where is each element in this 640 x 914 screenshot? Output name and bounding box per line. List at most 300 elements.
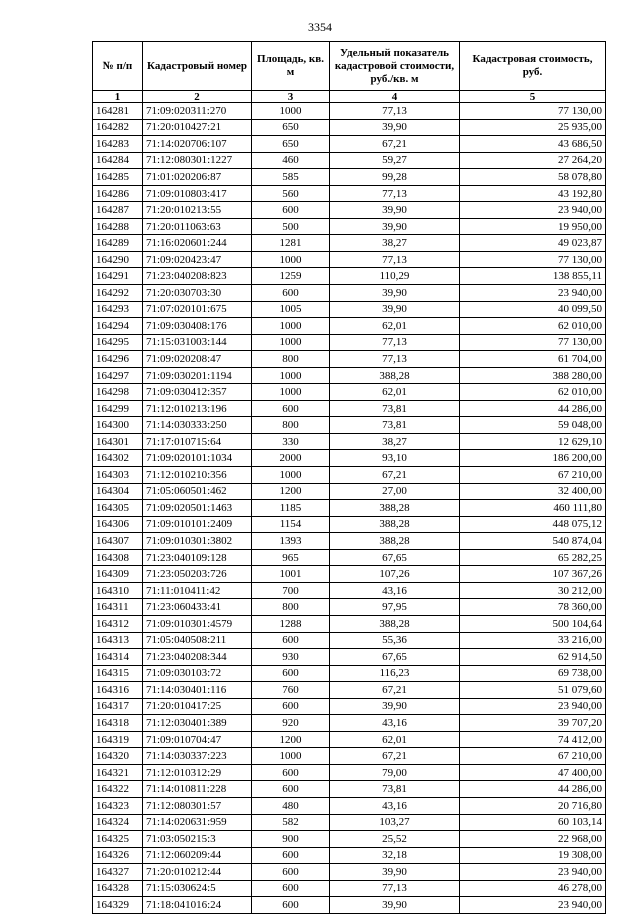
row-number-cell: 164299 — [93, 400, 143, 417]
area-cell: 1288 — [252, 615, 330, 632]
cadastral-number-cell: 71:15:031003:144 — [143, 334, 252, 351]
unit-value-cell: 67,21 — [330, 467, 460, 484]
cadastral-value-cell: 44 286,00 — [460, 400, 606, 417]
area-cell: 1200 — [252, 731, 330, 748]
cadastral-value-cell: 49 023,87 — [460, 235, 606, 252]
row-number-cell: 164302 — [93, 450, 143, 467]
row-number-cell: 164297 — [93, 367, 143, 384]
cadastral-number-cell: 71:20:010427:21 — [143, 119, 252, 136]
cadastral-number-cell: 71:12:010210:356 — [143, 467, 252, 484]
cadastral-value-cell: 77 130,00 — [460, 251, 606, 268]
table-row — [93, 748, 606, 765]
cadastral-value-cell: 27 264,20 — [460, 152, 606, 169]
cadastral-number-cell: 71:14:020631:959 — [143, 814, 252, 831]
table-row — [93, 665, 606, 682]
unit-value-cell: 67,65 — [330, 549, 460, 566]
cadastral-value-cell: 388 280,00 — [460, 367, 606, 384]
area-cell: 600 — [252, 764, 330, 781]
row-number-cell: 164284 — [93, 152, 143, 169]
cadastral-number-cell: 71:09:020101:1034 — [143, 450, 252, 467]
header-row-number: № п/п — [93, 42, 143, 91]
table-row — [93, 483, 606, 500]
unit-value-cell: 59,27 — [330, 152, 460, 169]
area-cell: 600 — [252, 285, 330, 302]
table-row — [93, 649, 606, 666]
table-row — [93, 764, 606, 781]
row-number-cell: 164291 — [93, 268, 143, 285]
cadastral-value-cell: 23 940,00 — [460, 897, 606, 914]
table-row — [93, 285, 606, 302]
row-number-cell: 164326 — [93, 847, 143, 864]
table-row — [93, 615, 606, 632]
unit-value-cell: 38,27 — [330, 235, 460, 252]
unit-value-cell: 388,28 — [330, 367, 460, 384]
row-number-cell: 164282 — [93, 119, 143, 136]
cadastral-value-cell: 540 874,04 — [460, 533, 606, 550]
area-cell: 800 — [252, 599, 330, 616]
table-row — [93, 384, 606, 401]
cadastral-value-cell: 138 855,11 — [460, 268, 606, 285]
area-cell: 1281 — [252, 235, 330, 252]
cadastral-value-cell: 61 704,00 — [460, 351, 606, 368]
table-row — [93, 417, 606, 434]
area-cell: 560 — [252, 185, 330, 202]
row-number-cell: 164307 — [93, 533, 143, 550]
area-cell: 1259 — [252, 268, 330, 285]
area-cell: 800 — [252, 351, 330, 368]
cadastral-number-cell: 71:16:020601:244 — [143, 235, 252, 252]
header-unit-value: Удельный показатель кадастровой стоимости, руб./кв. м — [330, 42, 460, 91]
area-cell: 1393 — [252, 533, 330, 550]
unit-value-cell: 43,16 — [330, 715, 460, 732]
row-number-cell: 164317 — [93, 698, 143, 715]
table-row — [93, 500, 606, 517]
table-row — [93, 467, 606, 484]
table-row — [93, 582, 606, 599]
unit-value-cell: 79,00 — [330, 764, 460, 781]
cadastral-number-cell: 71:23:060433:41 — [143, 599, 252, 616]
row-number-cell: 164329 — [93, 897, 143, 914]
unit-value-cell: 55,36 — [330, 632, 460, 649]
area-cell: 1001 — [252, 566, 330, 583]
row-number-cell: 164290 — [93, 251, 143, 268]
table-row — [93, 847, 606, 864]
cadastral-value-cell: 32 400,00 — [460, 483, 606, 500]
column-number: 4 — [330, 91, 460, 103]
area-cell: 1005 — [252, 301, 330, 318]
cadastral-number-cell: 71:20:010212:44 — [143, 864, 252, 881]
cadastral-value-cell: 25 935,00 — [460, 119, 606, 136]
table-row — [93, 202, 606, 219]
cadastral-value-cell: 460 111,80 — [460, 500, 606, 517]
row-number-cell: 164286 — [93, 185, 143, 202]
area-cell: 930 — [252, 649, 330, 666]
cadastral-number-cell: 71:18:041016:24 — [143, 897, 252, 914]
unit-value-cell: 103,27 — [330, 814, 460, 831]
row-number-cell: 164289 — [93, 235, 143, 252]
cadastral-value-cell: 78 360,00 — [460, 599, 606, 616]
unit-value-cell: 39,90 — [330, 119, 460, 136]
table-row — [93, 450, 606, 467]
cadastral-value-cell: 500 104,64 — [460, 615, 606, 632]
table-row — [93, 268, 606, 285]
cadastral-number-cell: 71:12:010312:29 — [143, 764, 252, 781]
area-cell: 1000 — [252, 367, 330, 384]
unit-value-cell: 110,29 — [330, 268, 460, 285]
unit-value-cell: 39,90 — [330, 897, 460, 914]
unit-value-cell: 39,90 — [330, 285, 460, 302]
cadastral-value-cell: 67 210,00 — [460, 748, 606, 765]
row-number-cell: 164319 — [93, 731, 143, 748]
area-cell: 650 — [252, 119, 330, 136]
area-cell: 1000 — [252, 467, 330, 484]
area-cell: 1000 — [252, 318, 330, 335]
unit-value-cell: 93,10 — [330, 450, 460, 467]
area-cell: 600 — [252, 864, 330, 881]
page-number: 3354 — [308, 20, 332, 34]
area-cell: 900 — [252, 831, 330, 848]
cadastral-number-cell: 71:23:050203:726 — [143, 566, 252, 583]
cadastral-number-cell: 71:09:020501:1463 — [143, 500, 252, 517]
cadastral-value-cell: 77 130,00 — [460, 103, 606, 120]
row-number-cell: 164293 — [93, 301, 143, 318]
area-cell: 920 — [252, 715, 330, 732]
table-row — [93, 549, 606, 566]
unit-value-cell: 77,13 — [330, 880, 460, 897]
row-number-cell: 164310 — [93, 582, 143, 599]
row-number-cell: 164281 — [93, 103, 143, 120]
table-row — [93, 433, 606, 450]
cadastral-value-cell: 448 075,12 — [460, 516, 606, 533]
table-row — [93, 698, 606, 715]
cadastral-value-cell: 69 738,00 — [460, 665, 606, 682]
area-cell: 600 — [252, 781, 330, 798]
table-row — [93, 814, 606, 831]
row-number-cell: 164303 — [93, 467, 143, 484]
cadastral-number-cell: 71:05:060501:462 — [143, 483, 252, 500]
row-number-cell: 164320 — [93, 748, 143, 765]
table-row — [93, 880, 606, 897]
cadastral-number-cell: 71:09:020311:270 — [143, 103, 252, 120]
row-number-cell: 164311 — [93, 599, 143, 616]
table-row — [93, 235, 606, 252]
unit-value-cell: 62,01 — [330, 318, 460, 335]
unit-value-cell: 67,65 — [330, 649, 460, 666]
cadastral-value-cell: 39 707,20 — [460, 715, 606, 732]
cadastral-value-cell: 51 079,60 — [460, 682, 606, 699]
row-number-cell: 164306 — [93, 516, 143, 533]
cadastral-number-cell: 71:09:030412:357 — [143, 384, 252, 401]
area-cell: 1000 — [252, 103, 330, 120]
table-row — [93, 351, 606, 368]
cadastral-number-cell: 71:15:030624:5 — [143, 880, 252, 897]
unit-value-cell: 77,13 — [330, 103, 460, 120]
table-row — [93, 516, 606, 533]
table-row — [93, 400, 606, 417]
row-number-cell: 164323 — [93, 797, 143, 814]
cadastral-number-cell: 71:09:010101:2409 — [143, 516, 252, 533]
area-cell: 760 — [252, 682, 330, 699]
table-row — [93, 533, 606, 550]
row-number-cell: 164321 — [93, 764, 143, 781]
row-number-cell: 164312 — [93, 615, 143, 632]
cadastral-number-cell: 71:14:030337:223 — [143, 748, 252, 765]
cadastral-number-cell: 71:14:030401:116 — [143, 682, 252, 699]
cadastral-number-cell: 71:07:020101:675 — [143, 301, 252, 318]
row-number-cell: 164288 — [93, 218, 143, 235]
cadastral-number-cell: 71:12:060209:44 — [143, 847, 252, 864]
row-number-cell: 164304 — [93, 483, 143, 500]
cadastral-value-cell: 65 282,25 — [460, 549, 606, 566]
area-cell: 650 — [252, 136, 330, 153]
cadastral-number-cell: 71:01:020206:87 — [143, 169, 252, 186]
row-number-cell: 164285 — [93, 169, 143, 186]
table-row — [93, 715, 606, 732]
cadastral-value-cell: 44 286,00 — [460, 781, 606, 798]
header-area: Площадь, кв. м — [252, 42, 330, 91]
cadastral-number-cell: 71:12:030401:389 — [143, 715, 252, 732]
area-cell: 2000 — [252, 450, 330, 467]
cadastral-number-cell: 71:09:010704:47 — [143, 731, 252, 748]
area-cell: 1000 — [252, 748, 330, 765]
table-row — [93, 185, 606, 202]
header-cadastral-value: Кадастровая стоимость, руб. — [460, 42, 606, 91]
cadastral-number-cell: 71:12:080301:57 — [143, 797, 252, 814]
cadastral-value-cell: 107 367,26 — [460, 566, 606, 583]
cadastral-number-cell: 71:11:010411:42 — [143, 582, 252, 599]
unit-value-cell: 97,95 — [330, 599, 460, 616]
table-row — [93, 781, 606, 798]
unit-value-cell: 43,16 — [330, 582, 460, 599]
cadastral-value-cell: 12 629,10 — [460, 433, 606, 450]
cadastral-number-cell: 71:20:030703:30 — [143, 285, 252, 302]
cadastral-value-cell: 43 686,50 — [460, 136, 606, 153]
cadastral-value-cell: 77 130,00 — [460, 334, 606, 351]
area-cell: 600 — [252, 632, 330, 649]
unit-value-cell: 99,28 — [330, 169, 460, 186]
cadastral-value-cell: 62 010,00 — [460, 384, 606, 401]
unit-value-cell: 39,90 — [330, 218, 460, 235]
table-row — [93, 599, 606, 616]
row-number-cell: 164294 — [93, 318, 143, 335]
row-number-cell: 164300 — [93, 417, 143, 434]
cadastral-number-cell: 71:09:030103:72 — [143, 665, 252, 682]
unit-value-cell: 107,26 — [330, 566, 460, 583]
unit-value-cell: 39,90 — [330, 698, 460, 715]
cadastral-value-cell: 60 103,14 — [460, 814, 606, 831]
area-cell: 600 — [252, 847, 330, 864]
unit-value-cell: 62,01 — [330, 731, 460, 748]
table-row — [93, 169, 606, 186]
row-number-cell: 164287 — [93, 202, 143, 219]
cadastral-value-cell: 19 308,00 — [460, 847, 606, 864]
table-header-row — [93, 42, 606, 91]
table-row — [93, 218, 606, 235]
cadastral-number-cell: 71:23:040208:823 — [143, 268, 252, 285]
row-number-cell: 164308 — [93, 549, 143, 566]
row-number-cell: 164292 — [93, 285, 143, 302]
cadastral-number-cell: 71:17:010715:64 — [143, 433, 252, 450]
cadastral-value-cell: 67 210,00 — [460, 467, 606, 484]
unit-value-cell: 388,28 — [330, 516, 460, 533]
unit-value-cell: 116,23 — [330, 665, 460, 682]
cadastral-value-cell: 58 078,80 — [460, 169, 606, 186]
area-cell: 600 — [252, 665, 330, 682]
cadastral-value-cell: 23 940,00 — [460, 864, 606, 881]
cadastral-number-cell: 71:14:010811:228 — [143, 781, 252, 798]
unit-value-cell: 67,21 — [330, 136, 460, 153]
cadastral-number-cell: 71:20:011063:63 — [143, 218, 252, 235]
area-cell: 582 — [252, 814, 330, 831]
row-number-cell: 164309 — [93, 566, 143, 583]
area-cell: 330 — [252, 433, 330, 450]
cadastral-value-cell: 23 940,00 — [460, 202, 606, 219]
cadastral-value-cell: 186 200,00 — [460, 450, 606, 467]
unit-value-cell: 67,21 — [330, 748, 460, 765]
cadastral-number-cell: 71:09:030408:176 — [143, 318, 252, 335]
row-number-cell: 164301 — [93, 433, 143, 450]
unit-value-cell: 388,28 — [330, 500, 460, 517]
table-row — [93, 731, 606, 748]
cadastral-value-cell: 46 278,00 — [460, 880, 606, 897]
cadastral-value-cell: 62 010,00 — [460, 318, 606, 335]
table-row — [93, 897, 606, 914]
area-cell: 1000 — [252, 334, 330, 351]
area-cell: 600 — [252, 202, 330, 219]
unit-value-cell: 27,00 — [330, 483, 460, 500]
unit-value-cell: 38,27 — [330, 433, 460, 450]
cadastral-value-cell: 30 212,00 — [460, 582, 606, 599]
area-cell: 585 — [252, 169, 330, 186]
row-number-cell: 164296 — [93, 351, 143, 368]
cadastral-value-cell: 62 914,50 — [460, 649, 606, 666]
row-number-cell: 164283 — [93, 136, 143, 153]
area-cell: 600 — [252, 698, 330, 715]
area-cell: 1154 — [252, 516, 330, 533]
cadastral-value-cell: 43 192,80 — [460, 185, 606, 202]
row-number-cell: 164328 — [93, 880, 143, 897]
cadastral-number-cell: 71:14:030333:250 — [143, 417, 252, 434]
area-cell: 500 — [252, 218, 330, 235]
cadastral-number-cell: 71:23:040208:344 — [143, 649, 252, 666]
area-cell: 1000 — [252, 251, 330, 268]
unit-value-cell: 62,01 — [330, 384, 460, 401]
cadastral-number-cell: 71:12:010213:196 — [143, 400, 252, 417]
cadastral-number-cell: 71:14:020706:107 — [143, 136, 252, 153]
cadastral-value-cell: 40 099,50 — [460, 301, 606, 318]
area-cell: 1000 — [252, 384, 330, 401]
cadastral-number-cell: 71:09:030201:1194 — [143, 367, 252, 384]
row-number-cell: 164305 — [93, 500, 143, 517]
table-row — [93, 152, 606, 169]
unit-value-cell: 73,81 — [330, 400, 460, 417]
table-row — [93, 797, 606, 814]
row-number-cell: 164325 — [93, 831, 143, 848]
cadastral-value-cell: 23 940,00 — [460, 698, 606, 715]
unit-value-cell: 77,13 — [330, 185, 460, 202]
row-number-cell: 164324 — [93, 814, 143, 831]
unit-value-cell: 73,81 — [330, 417, 460, 434]
column-number: 2 — [143, 91, 252, 103]
unit-value-cell: 77,13 — [330, 251, 460, 268]
unit-value-cell: 77,13 — [330, 351, 460, 368]
area-cell: 600 — [252, 400, 330, 417]
cadastral-number-cell: 71:20:010213:55 — [143, 202, 252, 219]
table-row — [93, 136, 606, 153]
cadastral-value-cell: 47 400,00 — [460, 764, 606, 781]
row-number-cell: 164316 — [93, 682, 143, 699]
column-number: 1 — [93, 91, 143, 103]
header-cadastral-number: Кадастровый номер — [143, 42, 252, 91]
unit-value-cell: 388,28 — [330, 615, 460, 632]
cadastral-number-cell: 71:09:010301:4579 — [143, 615, 252, 632]
unit-value-cell: 388,28 — [330, 533, 460, 550]
cadastral-value-cell: 23 940,00 — [460, 285, 606, 302]
row-number-cell: 164315 — [93, 665, 143, 682]
cadastral-number-cell: 71:03:050215:3 — [143, 831, 252, 848]
unit-value-cell: 77,13 — [330, 334, 460, 351]
table-row — [93, 251, 606, 268]
row-number-cell: 164298 — [93, 384, 143, 401]
table-body — [93, 103, 606, 914]
cadastral-number-cell: 71:09:010803:417 — [143, 185, 252, 202]
unit-value-cell: 39,90 — [330, 864, 460, 881]
cadastral-value-cell: 59 048,00 — [460, 417, 606, 434]
column-number: 3 — [252, 91, 330, 103]
cadastral-number-cell: 71:05:040508:211 — [143, 632, 252, 649]
unit-value-cell: 39,90 — [330, 202, 460, 219]
table-row — [93, 864, 606, 881]
unit-value-cell: 25,52 — [330, 831, 460, 848]
unit-value-cell: 39,90 — [330, 301, 460, 318]
row-number-cell: 164322 — [93, 781, 143, 798]
area-cell: 600 — [252, 880, 330, 897]
cadastral-value-cell: 33 216,00 — [460, 632, 606, 649]
cadastral-value-table — [92, 41, 606, 914]
table-row — [93, 119, 606, 136]
cadastral-number-cell: 71:23:040109:128 — [143, 549, 252, 566]
row-number-cell: 164318 — [93, 715, 143, 732]
table-row — [93, 682, 606, 699]
table-row — [93, 318, 606, 335]
area-cell: 700 — [252, 582, 330, 599]
table-row — [93, 831, 606, 848]
row-number-cell: 164327 — [93, 864, 143, 881]
cadastral-number-cell: 71:09:020423:47 — [143, 251, 252, 268]
area-cell: 460 — [252, 152, 330, 169]
unit-value-cell: 32,18 — [330, 847, 460, 864]
cadastral-number-cell: 71:09:020208:47 — [143, 351, 252, 368]
table-row — [93, 334, 606, 351]
column-number: 5 — [460, 91, 606, 103]
area-cell: 1200 — [252, 483, 330, 500]
row-number-cell: 164313 — [93, 632, 143, 649]
column-number-row — [93, 91, 606, 103]
cadastral-number-cell: 71:12:080301:1227 — [143, 152, 252, 169]
area-cell: 480 — [252, 797, 330, 814]
unit-value-cell: 43,16 — [330, 797, 460, 814]
area-cell: 800 — [252, 417, 330, 434]
table-row — [93, 566, 606, 583]
cadastral-value-cell: 22 968,00 — [460, 831, 606, 848]
unit-value-cell: 67,21 — [330, 682, 460, 699]
cadastral-number-cell: 71:20:010417:25 — [143, 698, 252, 715]
cadastral-value-cell: 19 950,00 — [460, 218, 606, 235]
row-number-cell: 164314 — [93, 649, 143, 666]
unit-value-cell: 73,81 — [330, 781, 460, 798]
table-row — [93, 367, 606, 384]
cadastral-value-cell: 74 412,00 — [460, 731, 606, 748]
